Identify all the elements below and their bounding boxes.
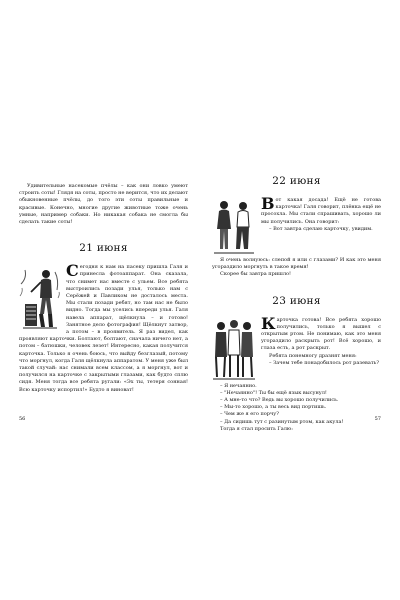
dropcap-23: К xyxy=(261,313,276,333)
entry-22-dialog-line: – Вот завтра сделаю карточку, увидим. xyxy=(269,225,373,232)
entry-23-line: – Да сидишь тут с разинутым ртом, как акула! xyxy=(220,418,344,425)
diary-date-heading-23: 23 июня xyxy=(272,294,321,307)
entry-23-line: – Я нечаянно. xyxy=(220,382,257,389)
page-number-left: 56 xyxy=(19,416,26,422)
right-page xyxy=(200,0,400,600)
diary-date-heading-21: 21 июня xyxy=(79,242,128,255)
group-of-boys-illustration xyxy=(212,317,256,381)
entry-23-line: Тогда я стал просить Галю: xyxy=(220,425,293,432)
entry-23-line: – Зачем тебе понадобилось рот разевать? xyxy=(269,359,379,366)
children-illustration xyxy=(212,197,256,255)
entry-23-line: – А мне-то что? Ведь вы хорошо получились. xyxy=(220,397,339,404)
entry-21-body: егодня к нам на пасеку пришла Галя и принесла фотоаппарат. Она сказала, что снимет нас вместе с ульем. Все ребята выстроились позади улья, только нам с Серёжей и Павликом не досталось места. Мы стали позади ребят, но там нас не было видно. Тогда мы уселись впереди улья. Галя навела аппарат, щёлкнула – и готово! Занятное дело фотография! Щёлкнут затвор, а потом – в проявитель. Я раз видел, как проявляют карточки. Болтают, болтают, сначала ничего нет, а потом – батюшки, человек лезет! Интересно, какая получится карточка. Только я очень боюсь, что выйду безглазый, потому что моргнул, когда Галя щёлкнула аппаратом. У меня уже был такой случай: нас снимали всем классом, а я моргнул, вот и получился на карточке с закрытыми глазами, как будто сплю сидя. Меня тогда все ребята ругали: «Эх ты, тетеря сонная! Всю карточку испортил!» Будто я виноват! xyxy=(19,264,188,393)
diary-date-heading-22: 22 июня xyxy=(272,175,321,187)
dropcap-21: С xyxy=(66,261,79,281)
entry-22-closing: Скорее бы завтра пришло! xyxy=(220,271,292,278)
entry-23-line: – "Нечаянно"! Ты бы ещё язык высунул! xyxy=(220,389,327,396)
beekeeping-photo-illustration xyxy=(19,264,61,330)
dropcap-22: В xyxy=(261,194,275,213)
entry-22-body-continued: Я очень волнуюсь: слепой я или с глазами? И как это меня угораздило моргнуть в такое время! xyxy=(212,257,381,271)
entry-23-line: – Чем же я его порчу? xyxy=(220,411,279,418)
page-number-right: 57 xyxy=(374,416,381,422)
entry-22-body: от какая досада! Ещё не готова карточка! Галя говорит, плёнка ещё не просохла. Мы стали спрашивать, хорошо ли мы получились. Она говорит: xyxy=(261,197,381,225)
intro-paragraph: Удивительные насекомые пчёлы – как они ловко умеют строить соты! Глядя на соты, просто не верится, что их делают обыкновенные пчёлы, до того эти соты правильные и красивые. Конечно, многие другие животные тоже очень умные, например собаки. Но никакая собака не смогла бы сделать такие соты! xyxy=(19,183,188,226)
entry-23-body: арточка готова! Все ребята хорошо получились, только я вышел с открытым ртом. Не понимаю, как это меня угораздило раскрыть рот! Всё хорошо, и глаза есть, а рот раскрыт. xyxy=(261,316,381,352)
entry-23-line: Ребята понемногу дразнят меня: xyxy=(269,352,357,359)
entry-23-line: – Мы-то хорошо, а ты весь вид портишь. xyxy=(220,404,327,411)
